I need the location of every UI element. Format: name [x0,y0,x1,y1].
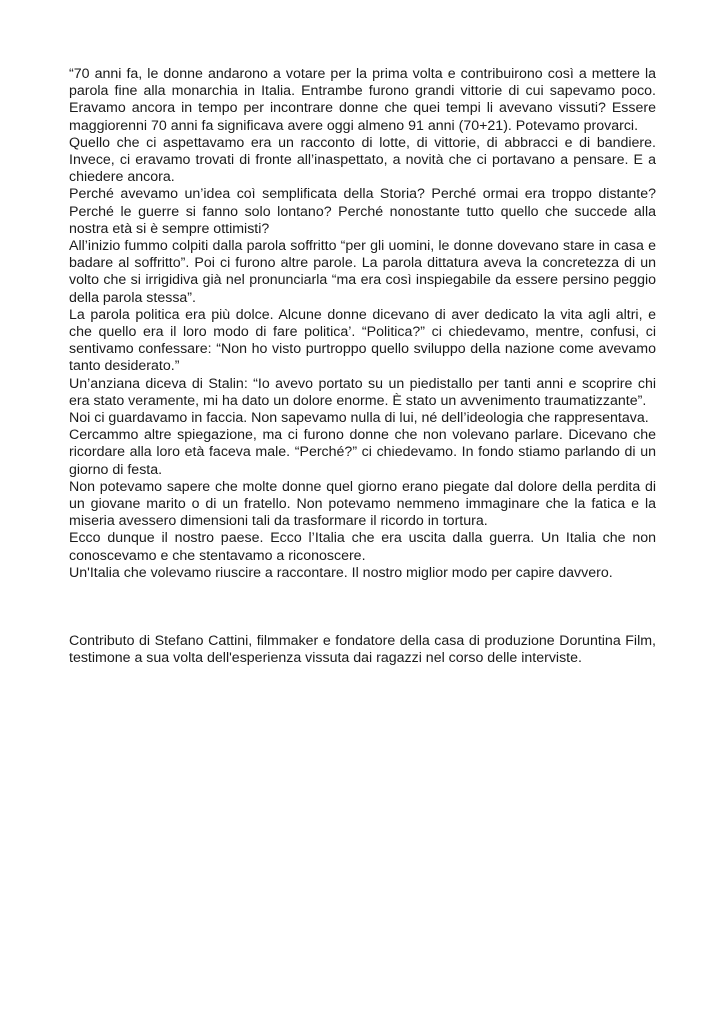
paragraph-soffritto: All’inizio fummo colpiti dalla parola soffritto “per gli uomini, le donne dovevano stare in casa e badare al soffritto”. Poi ci furono altre parole. La parola dittatura aveva la concretezza di un volto che si irrigidiva già nel pronunciarla “ma era così inspiegabile da essere persino peggio della parola stessa”. [69,238,656,306]
paragraph-spacer [69,582,656,633]
paragraph-questions: Perché avevamo un’idea coì semplificata della Storia? Perché ormai era troppo distante? Perché le guerre si fanno solo lontano? Perché nonostante tutto quello che succede alla nostra età si è sempre ottimisti? [69,186,656,237]
paragraph-spiegazione: Cercammo altre spiegazione, ma ci furono donne che non volevano parlare. Dicevano che ricordare alla loro età faceva male. “Perché?” ci chiedevamo. In fondo stiamo parlando di un giorno di festa. [69,427,656,478]
paragraph-intro: “70 anni fa, le donne andarono a votare per la prima volta e contribuirono così a mettere la parola fine alla monarchia in Italia. Entrambe furono grandi vittorie di cui sapevamo poco. Eravamo ancora in tempo per incontrare donne che quei tempi li avevano vissuti? Essere maggiorenni 70 anni fa significava avere oggi almeno 91 anni (70+21). Potevamo provarci. [69,66,656,134]
paragraph-politica: La parola politica era più dolce. Alcune donne dicevano di aver dedicato la vita agli altri, e che quello era il loro modo di fare politica’. “Politica?” ci chiedevamo, mentre, confusi, ci sentivamo confessare: “Non ho visto purtroppo quello sviluppo della nazione come avevamo tanto desiderato.” [69,306,656,375]
document-page [69,66,656,668]
paragraph-paese: Ecco dunque il nostro paese. Ecco l’Italia che era uscita dalla guerra. Un Italia che non conoscevamo e che stentavamo a riconoscere. [69,530,656,564]
paragraph-stalin: Un’anziana diceva di Stalin: “Io avevo portato su un piedistallo per tanti anni e scoprire chi era stato veramente, mi ha dato un dolore enorme. È stato un avvenimento traumatizzante”. [69,375,656,409]
paragraph-dolore: Non potevamo sapere che molte donne quel giorno erano piegate dal dolore della perdita di un giovane marito o di un fratello. Non potevamo nemmeno immaginare che la fatica e la miseria avessero dimensioni tali da trasformare il ricordo in tortura. [69,478,656,530]
paragraph-faccia: Noi ci guardavamo in faccia. Non sapevamo nulla di lui, né dell’ideologia che rappresentava. [69,410,649,427]
paragraph-raccontare: Un'Italia che volevamo riuscire a raccontare. Il nostro miglior modo per capire davvero. [69,564,613,581]
paragraph-expectations: Quello che ci aspettavamo era un racconto di lotte, di vittorie, di abbracci e di bandiere. Invece, ci eravamo trovati di fronte all’inaspettato, a novità che ci portavano a pensare. E a chiedere ancora. [69,134,656,186]
contribution-credit: Contributo di Stefano Cattini, filmmaker e fondatore della casa di produzione Doruntina Film, testimone a sua volta dell'esperienza vissuta dai ragazzi nel corso delle interviste. [69,633,656,667]
